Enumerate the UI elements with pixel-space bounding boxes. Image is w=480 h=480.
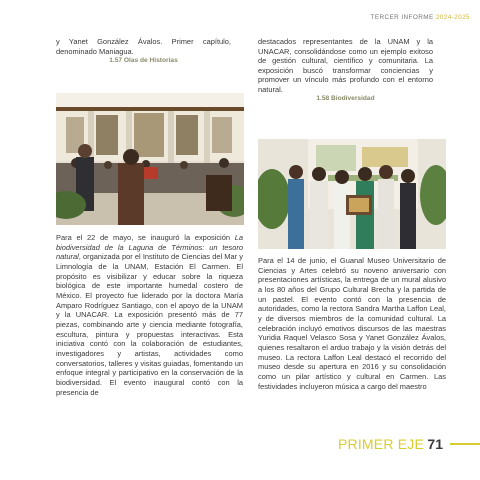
footer-section-label: PRIMER EJE: [337, 436, 424, 452]
left-top-text: y Yanet González Ávalos. Primer capítulo, denominado Maniagua.: [56, 37, 231, 56]
photo-biodiversidad: [258, 139, 446, 249]
left-body-text: [56, 233, 243, 397]
photo-caption-2: 1.58 Biodiversidad: [316, 95, 375, 102]
photo-caption-1: 1.57 Olas de Historias: [109, 57, 178, 64]
right-top-text: destacados representantes de la UNAM y la UNACAR, consolidándose como un ejemplo exitoso de gestión cultural, científico y comunitaria. La exposición buscó transformar conciencias y promover un vínculo más profundo con el entorno natural.: [258, 37, 433, 94]
left-body-part-b: , organizada por el Instituto de Ciencias del Mar y Limnología de la UNAM, Estación El Carmen. El propósito es visibilizar y educar sobre la riqueza biológica de este importante humedal costero de México. El proyecto fue liderado por la doctora María Amparo Rodríguez Santiago, con el apoyo de la UNAM y la UNACAR. La exposición presentó más de 77 piezas, combinando arte y ciencia mediante fotografía, escultura, pintura y propuestas interactivas. Esta iniciativa contó con la colaboración de estudiantes, investigadores y artistas, actividades como conversatorios, talleres y visitas guiadas, fomentando un enfoque integral y participativo en la conservación de la biodiversidad. El evento inaugural contó con la presencia de: [56, 252, 243, 397]
photo-olas-de-historias: [56, 93, 244, 225]
left-body-part-a: Para el 22 de mayo, se inauguró la exposición: [56, 233, 235, 242]
footer-accent-bar: [450, 443, 480, 445]
left-top-column: [56, 37, 231, 66]
left-body-paragraph: [56, 233, 243, 397]
running-header: [371, 14, 470, 21]
right-body-text: [258, 256, 446, 391]
right-body-paragraph: Para el 14 de junio, el Guanal Museo Universitario de Ciencias y Artes celebró su noveno aniversario con presentaciones artísticas, la entrega de un mural alusivo a los 80 años del Grupo Cultural Brecha y la partida de un pastel. El evento contó con la presencia de autoridades, como la rectora Sandra Martha Laffon Leal, y de diversos miembros de la comunidad cultural. La celebración incluyó emotivos discursos de las maestras Yuridia Raquel Velasco Sosa y Yanet González Ávalos, quienes resaltaron el arduo trabajo y la visión detrás del museo. La rectora Laffon Leal destacó el recorrido del museo desde su apertura en 2016 y su consolidación como un pilar artístico y cultural en Carmen. Las festividades incluyeron música a cargo del maestro: [258, 256, 446, 391]
page-number: 71: [427, 436, 443, 452]
exhibition-title: La biodiversidad de la Laguna de Términos: un tesoro natural: [56, 233, 243, 262]
header-years: 2024-2025: [435, 14, 470, 21]
header-title: TERCER INFORME: [370, 14, 434, 21]
right-top-column: [258, 37, 433, 104]
